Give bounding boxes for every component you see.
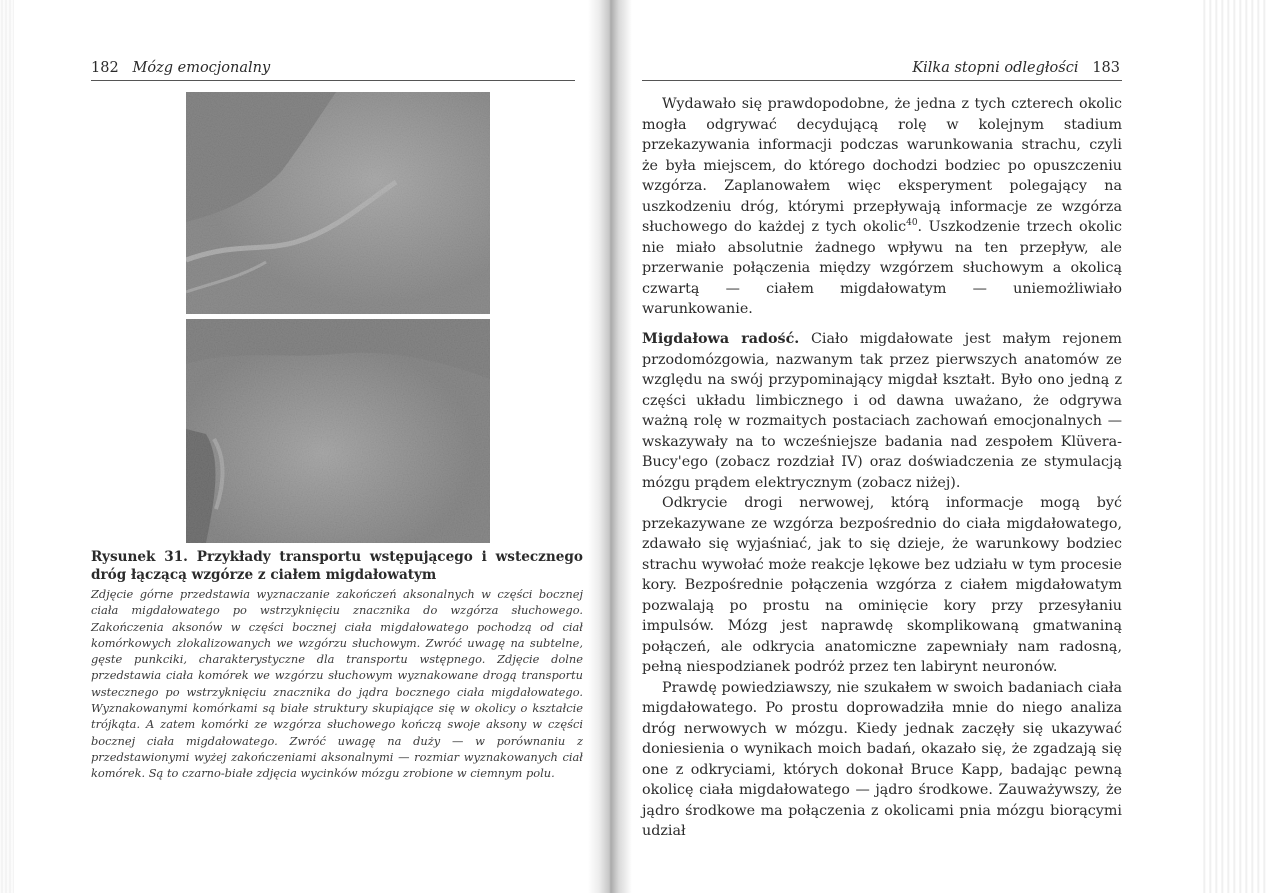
- right-page-number: 183: [1092, 60, 1120, 76]
- right-text-block-1: [642, 94, 1122, 320]
- left-running-title: Mózg emocjonalny: [132, 60, 271, 76]
- photo-bottom-image: [186, 319, 490, 543]
- section-heading: Migdałowa radość.: [642, 331, 800, 347]
- figure-photo-top: [186, 92, 490, 314]
- book-gutter: [588, 0, 632, 893]
- paragraph-2: [642, 329, 1122, 493]
- paragraph-1-text-a: Wydawało się prawdopodobne, że jedna z tych czterech okolic mogła odgrywać decydującą rolę w kolejnym stadium przekazywania informacji podczas warunkowania strachu, czyli że była miejscem, do którego dochodzi bodziec po opuszczeniu wzgórza. Zaplanowałem więc eksperyment polegający na uszkodzeniu dróg, którymi przepływają informacje ze wzgórza słuchowego do każdej z tych okolic: [642, 96, 1122, 235]
- left-page-edge: [0, 0, 14, 893]
- figure-caption-text: Zdjęcie górne przedstawia wyznaczanie zakończeń aksonalnych w części bocznej ciała migdałowatego po wstrzyknięciu znacznika do wzgórza słuchowego. Zakończenia aksonów w części bocznej ciała migdałowatego pochodzą od ciał komórkowych zlokalizowanych we wzgórzu słuchowym. Zwróć uwagę na subtelne, gęste punkciki, charakterystyczne dla transportu wstępnego. Zdjęcie dolne przedstawia ciała komórek we wzgórzu słuchowym wyznakowane drogą transportu wstecznego po wstrzyknięciu znacznika do jądra bocznego ciała migdałowatego. Wyznakowanymi komórkami są białe struktury skupiające się w okolicy o kształcie trójkąta. A zatem komórki ze wzgórza słuchowego kończą swoje aksony w części bocznej ciała migdałowatego. Zwróć uwagę na duży — w porównaniu z przedstawionymi wyżej zakończeniami aksonalnymi — rozmiar wyznakowanych ciał komórek. Są to czarno-białe zdjęcia wycinków mózgu zrobione w ciemnym polu.: [91, 587, 583, 781]
- paragraph-4: Prawdę powiedziawszy, nie szukałem w swoich badaniach ciała migdałowatego. Po prostu doprowadziła mnie do niego analiza dróg nerwowych w mózgu. Kiedy jednak zaczęły się ukazywać doniesienia o wynikach moich badań, okazało się, że zgadzają się one z odkryciami, których dokonał Bruce Kapp, badając pewną okolicę ciała migdałowatego — jądro środkowe. Zauważywszy, że jądro środkowe ma połączenia z okolicami pnia mózgu biorącymi udział: [642, 679, 1122, 839]
- figure-photo-bottom: [186, 319, 490, 543]
- photo-top-image: [186, 92, 490, 314]
- figure-title: Rysunek 31. Przykłady transportu wstępującego i wstecznego dróg łączącą wzgórze z ciałem migdałowatym: [91, 549, 583, 583]
- paragraph-1-text-b: . Uszkodzenie trzech okolic nie miało absolutnie żadnego wpływu na ten przepływ, ale przerwanie połączenia między wzgórzem słuchowym a okolicą czwartą — ciałem migdałowatym — uniemożliwiało warunkowanie.: [642, 219, 1122, 317]
- figure-caption: [91, 548, 583, 782]
- left-header-rule: [91, 80, 575, 81]
- right-running-header: [912, 60, 1120, 76]
- right-running-title: Kilka stopni odległości: [912, 60, 1079, 76]
- right-text-block-2: [642, 329, 1122, 842]
- left-running-header: [91, 60, 270, 76]
- paragraph-1: [642, 94, 1122, 320]
- paragraph-3: Odkrycie drogi nerwowej, którą informacje mogą być przekazywane ze wzgórza bezpośrednio do ciała migdałowatego, zdawało się wyjaśniać, jak to się dzieje, że warunkowy bodziec strachu wywołać może reakcje lękowe bez udziału w tym procesie kory. Bezpośrednie połączenia wzgórza z ciałem migdałowatym pozwalają po prostu na ominięcie kory przy przesyłaniu impulsów. Mózg jest naprawdę skomplikowaną gmatwaniną połączeń, ale odkrycia anatomiczne zapewniały nam radosną, pełną niespodzianek podróż przez ten labirynt neuronów.: [642, 495, 1122, 675]
- paragraph-2-text: Ciało migdałowate jest małym rejonem przodomózgowia, nazwanym tak przez pierwszych anatomów ze względu na swój przypominający migdał kształt. Było ono jedną z części układu limbicznego i od dawna uważano, że odgrywa ważną rolę w rozmaitych postaciach zachowań emocjonalnych — wskazywały na to wcześniejsze badania nad zespołem Klüvera-Bucy'ego (zobacz rozdział IV) oraz doświadczenia ze stymulacją mózgu prądem elektrycznym (zobacz niżej).: [642, 331, 1122, 491]
- right-page-edge: [1200, 0, 1266, 893]
- left-page-number: 182: [91, 60, 119, 76]
- right-header-rule: [642, 80, 1122, 81]
- footnote-ref: 40: [906, 218, 918, 229]
